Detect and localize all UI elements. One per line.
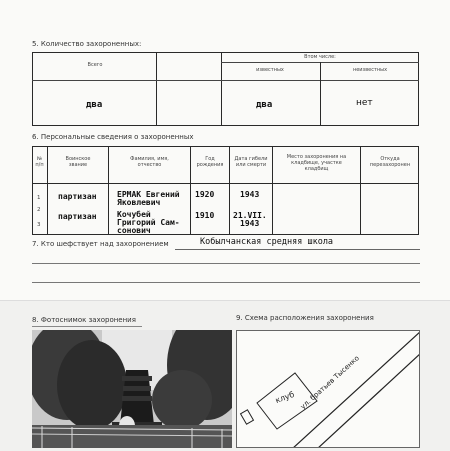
- unknown-label: неизвестных: [352, 67, 388, 73]
- known-value: два: [256, 100, 273, 110]
- divider: [32, 80, 222, 81]
- row-death: 1943: [240, 190, 260, 199]
- patron-value: Кобылчанская средняя школа: [200, 237, 334, 247]
- row-birth: 1910: [195, 211, 215, 220]
- row-name: Григорий Сам-: [117, 218, 180, 227]
- section8-title: 8. Фотоснимок захоронения: [32, 316, 136, 324]
- inthat-label: Втом числе:: [304, 54, 336, 60]
- location-scheme: [236, 330, 420, 448]
- row-num: 2: [37, 207, 41, 213]
- row-death: 1943: [240, 219, 260, 228]
- underline: [175, 249, 420, 250]
- header-name: Фамилия, имя, отчество: [130, 156, 169, 168]
- burial-photo: [32, 330, 232, 448]
- section5-title: 5. Количество захороненных:: [32, 40, 142, 48]
- total-label: Всего: [87, 62, 103, 68]
- divider: [320, 62, 321, 126]
- row-name: Кочубей: [117, 210, 151, 219]
- row-death: 21.VII.: [233, 211, 267, 220]
- row-rank: партизан: [58, 192, 97, 201]
- section7-title: 7. Кто шефствует над захоронением: [32, 240, 169, 248]
- header-place: Место захоронения на кладбище, участке кладбищ: [286, 154, 347, 172]
- blank-header-cell: [156, 52, 222, 126]
- known-label: известных: [256, 67, 284, 73]
- header-num: № п/п: [35, 156, 44, 168]
- scheme-drawing: [237, 331, 420, 448]
- row-num: 1: [37, 195, 41, 201]
- underline: [32, 326, 142, 327]
- street-label: ул. братьев Тысенко: [299, 354, 361, 411]
- section9-title: 9. Схема расположения захоронения: [236, 314, 374, 322]
- underline: [32, 282, 420, 283]
- row-name: Яковлевич: [117, 198, 161, 207]
- underline: [32, 263, 420, 264]
- unknown-value: нет: [356, 98, 373, 108]
- row-name: ЕРМАК Евгений: [117, 190, 180, 199]
- header-birth: Год рождения: [196, 156, 224, 168]
- header-death: Дата гибели или смерти: [234, 156, 268, 168]
- section6-title: 6. Персональные сведения о захороненных: [32, 133, 194, 141]
- row-num: 3: [37, 222, 41, 228]
- header-whence: Откуда перезахоронен: [369, 156, 411, 168]
- header-rank: Воинское звание: [65, 156, 91, 168]
- club-label: клуб: [274, 389, 296, 406]
- row-rank: партизан: [58, 212, 97, 221]
- burial-photo-image: [32, 330, 232, 448]
- row-birth: 1920: [195, 190, 215, 199]
- total-value: два: [86, 100, 103, 110]
- row-name: сонович: [117, 226, 151, 235]
